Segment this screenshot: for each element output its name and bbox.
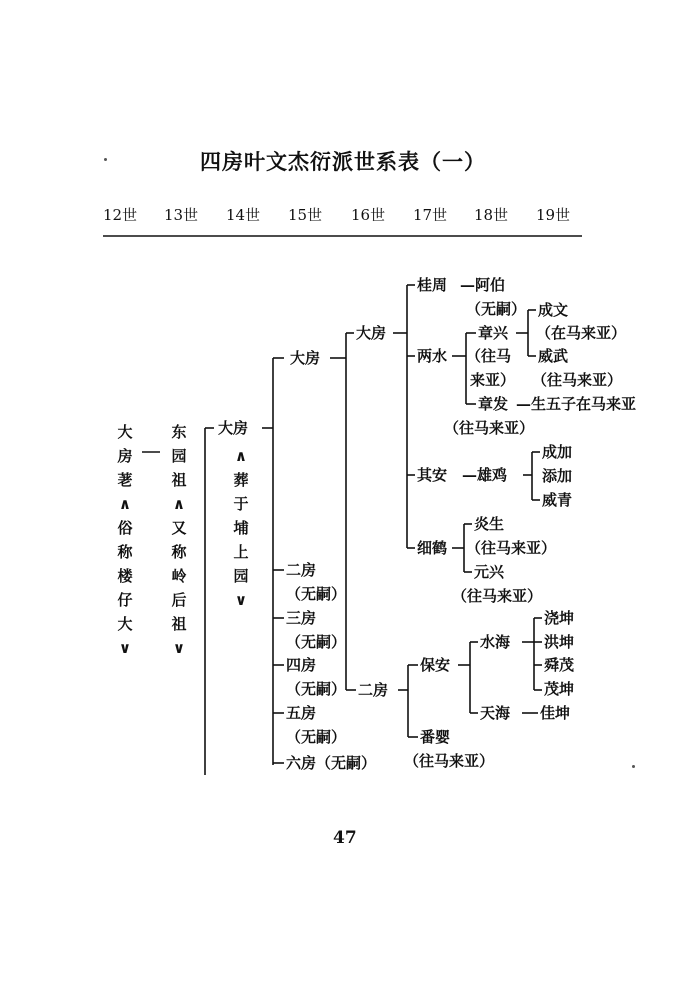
gen15-wufang-note: （无嗣）	[286, 728, 347, 746]
gen18-yuanxing: 元兴	[474, 563, 505, 581]
gen15-liufang: 六房（无嗣）	[286, 754, 377, 772]
gen-15: 15世	[288, 206, 323, 224]
gen17-fanying-note: （往马来亚）	[404, 752, 495, 770]
gen19-chengwu: 威武	[538, 347, 569, 365]
gen-19: 19世	[536, 206, 571, 224]
gen15-erfang: 二房	[286, 561, 317, 579]
gen17-qian: 其安	[417, 466, 448, 484]
gen12-ancestor-column: 大房荖∧俗称楼仔大∨	[117, 423, 133, 657]
gen17-baoan: 保安	[420, 656, 451, 674]
gen19-chengwen: 成文	[538, 301, 569, 319]
gen15-erfang-note: （无嗣）	[286, 585, 347, 603]
gen18-zhangxing: 章兴	[478, 324, 509, 342]
gen14-burial-note: ∧葬于埔上园∨	[233, 447, 249, 609]
page-title: 四房叶文杰衍派世系表（一）	[200, 149, 486, 174]
gen15-sifang: 四房	[286, 656, 317, 674]
gen18-yuanxing-note: （往马来亚）	[452, 587, 543, 605]
gen19-chengwen-note: （在马来亚）	[536, 324, 627, 342]
gen17-guizhou: 桂周	[417, 276, 448, 294]
gen15-wufang: 五房	[286, 704, 317, 722]
gen-18: 18世	[474, 206, 509, 224]
scan-speck	[632, 765, 635, 768]
gen18-tianhai: 天海	[480, 704, 511, 722]
gen18-xiongji: —雄鸡	[462, 466, 508, 484]
gen19-chengjia2: 添加	[542, 467, 573, 485]
page-number: 47	[333, 828, 357, 848]
gen-14: 14世	[226, 206, 261, 224]
gen15-sanfang-note: （无嗣）	[286, 633, 347, 651]
gen19-chengwu-note: （往马来亚）	[532, 371, 623, 389]
scan-speck	[104, 158, 107, 161]
gen18-yansheng-note: （往马来亚）	[466, 539, 557, 557]
gen17-xihe: 细鹤	[417, 539, 448, 557]
gen14-dafang: 大房	[218, 419, 249, 437]
gen16-dafang: 大房	[356, 324, 387, 342]
gen-16: 16世	[351, 206, 386, 224]
gen15-dafang: 大房	[290, 349, 321, 367]
gen18-zhangxing-note1: （往马	[466, 347, 512, 365]
gen18-yansheng: 炎生	[474, 515, 505, 533]
gen18-abo: —阿伯	[460, 276, 506, 294]
gen-12: 12世	[103, 206, 138, 224]
gen18-abo-note: （无嗣）	[466, 300, 527, 318]
gen18-zhangxing-note2: 来亚）	[470, 371, 516, 389]
gen18-shuihai: 水海	[480, 633, 511, 651]
gen17-fanying: 番婴	[420, 728, 451, 746]
gen18-zhangfa: 章发	[478, 395, 509, 413]
gen19-shengmao: 舜茂	[544, 656, 575, 674]
gen19-shaokun: 浇坤	[544, 609, 575, 627]
gen-17: 17世	[413, 206, 448, 224]
gen16-erfang: 二房	[358, 681, 389, 699]
gen19-hongkun: 洪坤	[544, 633, 575, 651]
gen17-liangshui: 两水	[417, 347, 448, 365]
gen15-sifang-note: （无嗣）	[286, 680, 347, 698]
gen19-chengjia: 成加	[542, 443, 573, 461]
gen19-chengqing: 威青	[542, 491, 573, 509]
gen19-maokun: 茂坤	[544, 680, 575, 698]
gen19-jiakun: 佳坤	[540, 704, 571, 722]
gen18-zhangfa-note: （往马来亚）	[444, 419, 535, 437]
gen15-sanfang: 三房	[286, 609, 317, 627]
gen19-wuzi: —生五子在马来亚	[516, 395, 637, 413]
gen-13: 13世	[164, 206, 199, 224]
gen13-ancestor-column: 东园祖∧又称岭后祖∨	[171, 423, 187, 657]
